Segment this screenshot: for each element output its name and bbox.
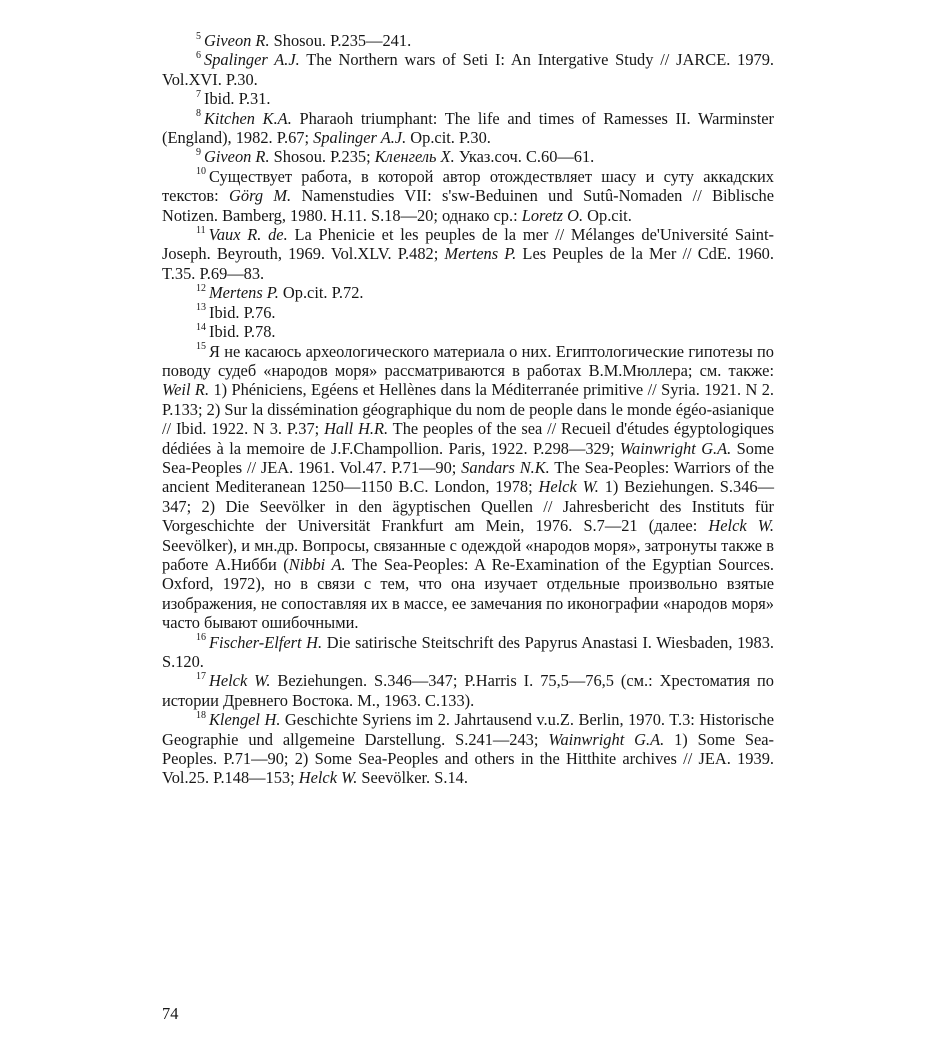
footnote-number: 17 [196,670,206,682]
footnote-text: The Sea-Peoples: A Re-Examination of the Egyptian Sources. Oxford, 1972), но в связи с тем, что она изучает отдельные произвольно взятые изображения, не сопоставляя их в массе, ее замечания по иконографии «народов моря» часто бывают ошибочными. [162,554,775,633]
footnote-text: Указ.соч. С.60—61. [454,147,595,167]
page-number: 74 [162,1004,179,1023]
footnote-11 [162,225,774,283]
footnote-text: The Northern wars of Seti I: An Intergative Study // JARCE. 1979. Vol.XVI. P.30. [162,50,775,89]
footnote-text: Pharaoh triumphant: The life and times of Ramesses II. Warminster (England), 1982. P.67; [162,108,774,148]
author-name: Görg M. [229,186,292,206]
author-name: Klengel H. [209,710,281,730]
footnote-text: Ibid. P.76. [209,302,276,322]
footnote-text: Seevölker. S.14. [357,768,468,788]
footnote-text: Geschichte Syriens im 2. Jahrtausend v.u.Z. Berlin, 1970. T.3: Historische Geographie und allgemeine Darstellung. S.241—243; [162,710,774,749]
footnotes-block [162,31,774,788]
author-name: Mertens P. [209,283,279,303]
author-name: Helck W. [298,768,358,788]
footnote-text: 1) Some Sea-Peoples. P.71—90; 2) Some Sea-Peoples and others in the Hitthite archives // JEA. 1939. Vol.25. P.148—153; [162,729,775,788]
author-name: Vaux R. de. [208,225,288,245]
footnote-text: The peoples of the sea // Recueil d'études égyptologiques dédiées à la memoire de J.F.Champollion. Paris, 1922. P.298—329; [162,419,774,458]
author-name: Wainwright G.A. [548,729,665,749]
author-name: Spalinger A.J. [313,128,407,148]
footnote-text: The Sea-Peoples: Warriors of the ancient Mediteranean 1250—1150 B.C. London, 1978; [162,457,774,497]
footnote-number: 15 [196,341,206,353]
footnote-text: Les Peuples de la Mer // CdE. 1960. T.35. P.69—83. [162,244,774,283]
footnote-16 [162,633,774,672]
footnote-number: 5 [196,30,201,42]
author-name: Helck W. [708,516,774,536]
footnote-text: Some Sea-Peoples // JEA. 1961. Vol.47. P.71—90; [162,438,774,477]
footnote-number: 11 [196,224,206,236]
footnote-number: 14 [196,321,206,333]
author-name: Spalinger A.J. [204,50,300,70]
author-name: Кленгель Х. [374,147,455,167]
author-name: Weil R. [162,380,210,400]
footnote-text: Shosou. P.235; [269,147,375,167]
author-name: Helck W. [209,671,271,691]
footnote-text: Op.cit. [583,205,632,225]
footnote-number: 18 [196,709,206,721]
footnote-text: Ibid. P.31. [204,89,271,109]
footnote-text: Ibid. P.78. [209,322,276,342]
footnote-18 [162,710,774,788]
footnote-text: Namenstudies VII: s'sw-Beduinen und Sutû-Nomaden // Biblische Notizen. Bamberg, 1980. H.11. S.18—20; однако ср.: [162,186,774,225]
author-name: Nibbi A. [288,554,346,574]
footnote-text: Beziehungen. S.346—347; P.Harris I. 75,5—76,5 (см.: Хрестоматия по истории Древнего Востока. М., 1963. С.133). [162,671,774,710]
footnote-text: Существует работа, в которой автор отождествляет шасу и суту аккадских текстов: [162,166,774,206]
author-name: Giveon R. [204,31,270,50]
author-name: Loretz O. [521,205,584,225]
footnote-text: Die satirische Steitschrift des Papyrus Anastasi I. Wiesbaden, 1983. S.120. [162,632,774,671]
footnote-8 [162,109,774,148]
footnote-number: 10 [196,166,206,178]
author-name: Hall H.R. [324,419,389,439]
footnote-number: 6 [196,49,201,61]
footnote-9 [162,147,774,166]
author-name: Giveon R. [204,147,270,167]
footnote-15 [162,342,774,633]
author-name: Mertens P. [444,244,517,264]
footnote-13 [162,303,774,322]
footnote-6 [162,50,774,89]
footnote-text: Seevölker), и мн.др. Вопросы, связанные с одеждой «народов моря», затронуты также в работе А.Нибби ( [162,535,774,574]
footnote-text: 1) Beziehungen. S.346—347; 2) Die Seevölker in den ägyptischen Quellen // Jahresbericht des Instituts für Vorgeschichte der Universität Frankfurt am Mein, 1976. S.7—21 (далее: [162,477,774,536]
footnote-number: 9 [196,146,201,158]
footnote-10 [162,167,774,225]
footnote-number: 12 [196,282,206,294]
author-name: Fischer-Elfert H. [209,632,323,652]
footnote-text: Op.cit. P.30. [406,128,491,148]
author-name: Helck W. [538,477,599,497]
author-name: Wainwright G.A. [619,438,732,458]
footnote-text: Shosou. P.235—241. [269,31,412,50]
footnote-text: 1) Phéniciens, Egéens et Hellènes dans la Méditerranée primitive // Syria. 1921. N 2. P.133; 2) Sur la dissémination géographique du nom de people dans le monde égéo-asianique // Ibid. 1922. N 3. P.37; [162,380,774,439]
footnote-text: La Phenicie et les peuples de la mer // Mélanges de'Université Saint-Joseph. Beyrouth, 1969. Vol.XLV. P.482; [162,225,774,264]
footnote-number: 16 [196,632,206,644]
footnote-number: 13 [196,302,206,314]
footnote-number: 8 [196,108,201,120]
footnote-5 [162,31,774,50]
footnote-text: Я не касаюсь археологического материала о них. Египтологические гипотезы по поводу судеб «народов моря» рассматриваются в работах В.М.Мюллера; см. также: [162,341,774,380]
footnote-text: Op.cit. P.72. [278,283,364,303]
footnote-17 [162,671,774,710]
author-name: Kitchen K.A. [204,108,292,128]
footnote-number: 7 [196,88,201,100]
footnote-14 [162,322,774,341]
author-name: Sandars N.K. [461,457,550,477]
footnote-7 [162,89,774,108]
footnote-12 [162,283,774,302]
